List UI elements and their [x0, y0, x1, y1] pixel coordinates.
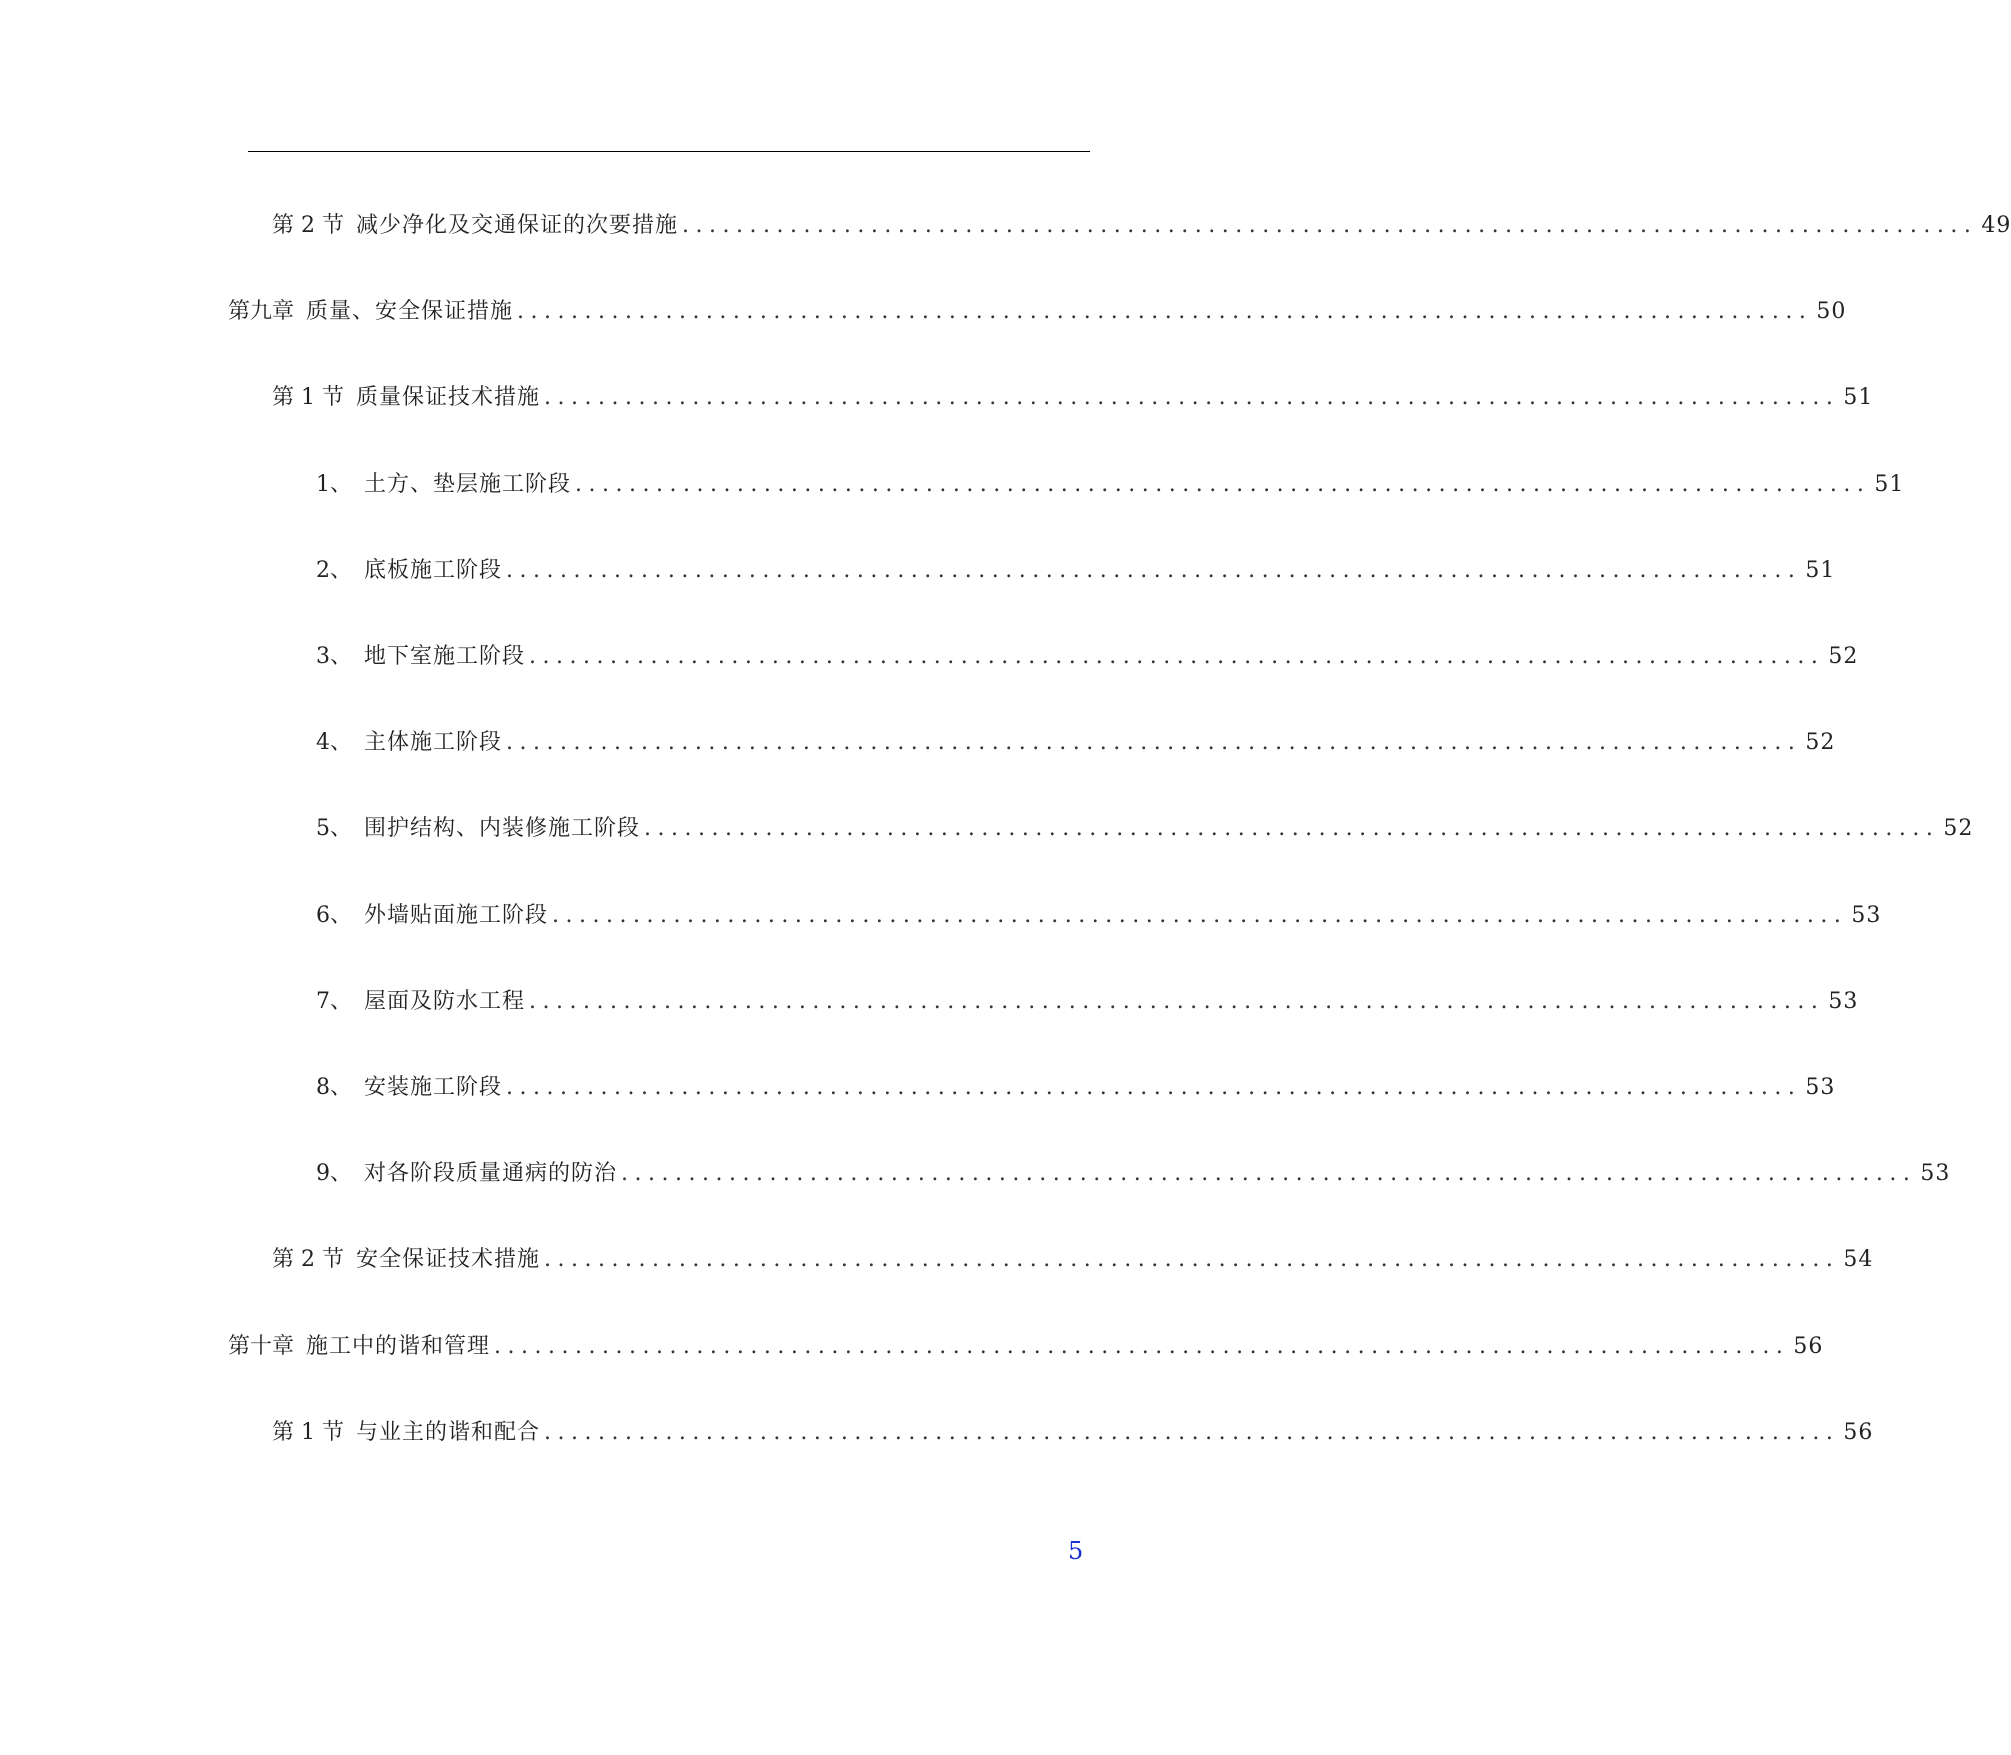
toc-dot-leader: ................................................................................................: [644, 816, 1940, 841]
toc-dot-leader: ................................................................................................: [529, 989, 1825, 1014]
toc-entry-number: 2、: [316, 558, 352, 583]
toc-entry-page: 53: [1828, 989, 1859, 1014]
toc-entry-page: 49: [1981, 213, 2011, 238]
toc-entry-page: 52: [1805, 730, 1836, 755]
toc-entry[interactable]: [272, 1243, 1874, 1277]
page-number: 5: [1068, 1537, 1084, 1565]
toc-entry-title: 质量保证技术措施: [355, 385, 540, 410]
toc-dot-leader: ................................................................................................: [682, 213, 1978, 238]
toc-entry-page: 52: [1828, 644, 1859, 669]
toc-entry-title: 减少净化及交通保证的次要措施: [355, 213, 678, 238]
toc-entry-number: 9、: [316, 1161, 352, 1186]
toc-entry-title: 质量、安全保证措施: [306, 299, 514, 324]
toc-entry-title: 主体施工阶段: [364, 730, 503, 755]
toc-entry[interactable]: [316, 640, 1859, 674]
toc-dot-leader: ................................................................................................: [506, 1075, 1802, 1100]
toc-entry-page: 51: [1843, 385, 1874, 410]
toc-dot-leader: ................................................................................................: [621, 1161, 1917, 1186]
toc-entry-page: 53: [1851, 903, 1882, 928]
toc-dot-leader: ................................................................................................: [544, 1247, 1840, 1272]
toc-entry[interactable]: [316, 1071, 1836, 1105]
toc-entry-page: 56: [1793, 1334, 1824, 1359]
toc-entry-number: 3、: [316, 644, 352, 669]
toc-entry-number: 第九章: [228, 299, 295, 324]
toc-dot-leader: ................................................................................................: [529, 644, 1825, 669]
toc-entry-title: 围护结构、内装修施工阶段: [364, 816, 641, 841]
toc-entry[interactable]: [316, 468, 1905, 502]
toc-entry[interactable]: [316, 554, 1836, 588]
toc-dot-leader: ................................................................................................: [575, 472, 1871, 497]
toc-entry[interactable]: [228, 1330, 1824, 1364]
toc-entry-page: 54: [1843, 1247, 1874, 1272]
toc-entry-title: 安装施工阶段: [364, 1075, 503, 1100]
toc-dot-leader: ................................................................................................: [494, 1334, 1790, 1359]
toc-entry-number: 第十章: [228, 1334, 295, 1359]
toc-entry-title: 外墙贴面施工阶段: [364, 903, 549, 928]
toc-entry[interactable]: [316, 1157, 1951, 1191]
toc-entry-title: 施工中的谐和管理: [306, 1334, 491, 1359]
toc-entry[interactable]: [272, 1416, 1874, 1450]
toc-entry-title: 与业主的谐和配合: [355, 1420, 540, 1445]
toc-entry-number: 6、: [316, 903, 352, 928]
toc-entry-number: 第 2 节: [272, 1247, 344, 1272]
toc-entry-page: 56: [1843, 1420, 1874, 1445]
toc-entry-number: 第 1 节: [272, 385, 344, 410]
toc-entry-number: 4、: [316, 730, 352, 755]
toc-dot-leader: ................................................................................................: [544, 1420, 1840, 1445]
toc-entry[interactable]: [272, 381, 1874, 415]
toc-entry-page: 51: [1874, 472, 1905, 497]
toc-entry-title: 安全保证技术措施: [355, 1247, 540, 1272]
toc-entry-title: 土方、垫层施工阶段: [364, 472, 572, 497]
toc-entry-page: 53: [1805, 1075, 1836, 1100]
toc-entry[interactable]: [228, 295, 1847, 329]
toc-entry-number: 7、: [316, 989, 352, 1014]
toc-entry-title: 底板施工阶段: [364, 558, 503, 583]
toc-entry-number: 8、: [316, 1075, 352, 1100]
toc-entry-title: 地下室施工阶段: [364, 644, 526, 669]
toc-entry-number: 第 2 节: [272, 213, 344, 238]
toc-entry-page: 51: [1805, 558, 1836, 583]
toc-dot-leader: ................................................................................................: [517, 299, 1813, 324]
toc-entry-page: 50: [1816, 299, 1847, 324]
toc-entry[interactable]: [272, 209, 2011, 243]
toc-entry-page: 53: [1920, 1161, 1951, 1186]
toc-entry-page: 52: [1943, 816, 1974, 841]
toc-entry[interactable]: [316, 726, 1836, 760]
toc-entry[interactable]: [316, 812, 1974, 846]
toc-entry-number: 5、: [316, 816, 352, 841]
toc-dot-leader: ................................................................................................: [506, 730, 1802, 755]
toc-entry-number: 1、: [316, 472, 352, 497]
toc-entry-number: 第 1 节: [272, 1420, 344, 1445]
toc-entry[interactable]: [316, 985, 1859, 1019]
toc-entry-title: 对各阶段质量通病的防治: [364, 1161, 618, 1186]
toc-dot-leader: ................................................................................................: [544, 385, 1840, 410]
toc-entry-title: 屋面及防水工程: [364, 989, 526, 1014]
toc-dot-leader: ................................................................................................: [552, 903, 1848, 928]
toc-dot-leader: ................................................................................................: [506, 558, 1802, 583]
toc-entry[interactable]: [316, 899, 1882, 933]
